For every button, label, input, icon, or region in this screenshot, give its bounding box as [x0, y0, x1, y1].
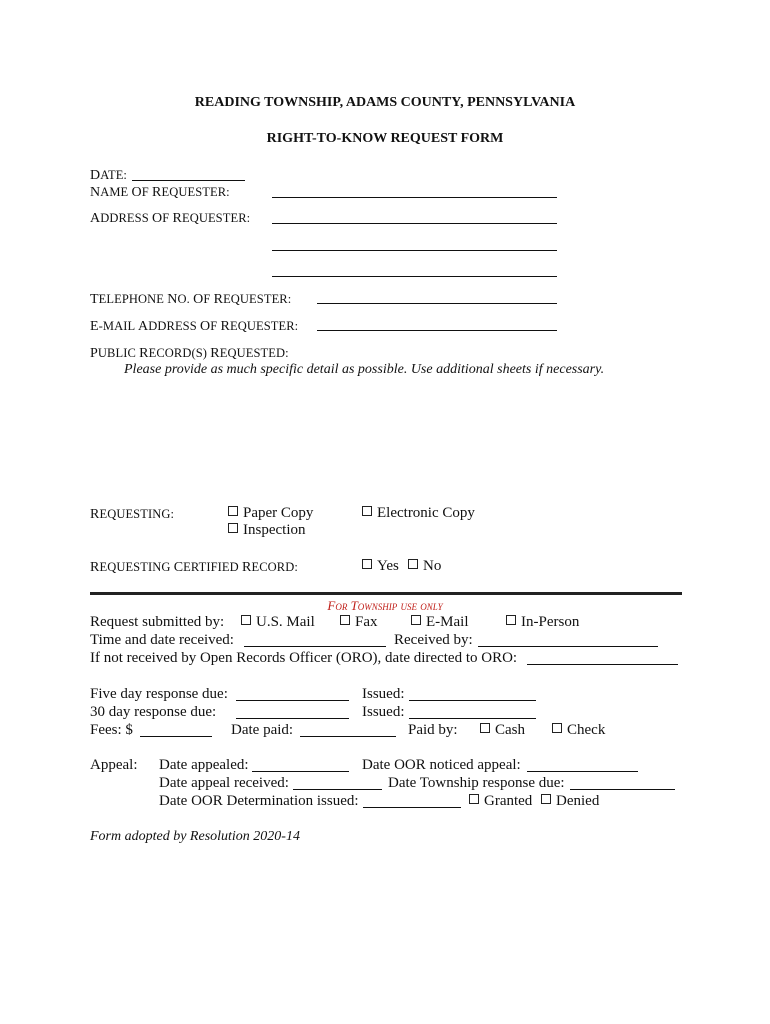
- check-label: Check: [567, 722, 606, 738]
- check-option[interactable]: [552, 722, 605, 739]
- requesting-label: REQUESTING:: [90, 507, 175, 522]
- telephone-field[interactable]: [317, 303, 557, 304]
- date-appealed-label: Date appealed:: [159, 757, 249, 773]
- checkbox-icon: [480, 723, 490, 733]
- inspection-label: Inspection: [243, 522, 306, 538]
- cash-option[interactable]: [480, 722, 525, 739]
- checkbox-icon: [411, 615, 421, 625]
- date-paid-label: Date paid:: [231, 722, 294, 738]
- thirty-day-field[interactable]: [236, 718, 349, 719]
- township-use-heading: For Township use only: [327, 598, 443, 613]
- date-paid-field[interactable]: [300, 736, 396, 737]
- checkbox-icon: [228, 523, 238, 533]
- denied-option[interactable]: [541, 793, 599, 810]
- section-divider: [90, 592, 682, 595]
- fees-label: Fees: $: [90, 722, 133, 738]
- fax-label: Fax: [355, 614, 378, 630]
- electronic-copy-option[interactable]: [362, 505, 475, 522]
- appeal-received-label: Date appeal received:: [159, 775, 289, 791]
- date-label: DATE:: [90, 168, 128, 183]
- issued-label: Issued:: [362, 686, 405, 702]
- granted-label: Granted: [484, 793, 533, 809]
- oor-determination-label: Date OOR Determination issued:: [159, 793, 359, 809]
- address-label: ADDRESS OF REQUESTER:: [90, 211, 251, 226]
- checkbox-icon: [506, 615, 516, 625]
- name-label: NAME OF REQUESTER:: [90, 185, 230, 200]
- checkbox-icon: [241, 615, 251, 625]
- checkbox-icon: [541, 794, 551, 804]
- telephone-label: TELEPHONE NO. OF REQUESTER:: [90, 292, 292, 307]
- five-day-field[interactable]: [236, 700, 349, 701]
- no-label: No: [423, 558, 442, 574]
- received-by-label: Received by:: [394, 632, 473, 648]
- time-date-received-field[interactable]: [244, 646, 386, 647]
- not-received-label: If not received by Open Records Officer (ORO), date directed to ORO:: [90, 650, 518, 666]
- checkbox-icon: [408, 559, 418, 569]
- inspection-option[interactable]: [228, 522, 305, 539]
- time-date-received-label: Time and date received:: [90, 632, 234, 648]
- certified-no-option[interactable]: [408, 558, 441, 575]
- oor-determination-field[interactable]: [363, 807, 461, 808]
- us-mail-option[interactable]: [241, 614, 315, 631]
- certified-yes-option[interactable]: [362, 558, 399, 575]
- five-day-label: Five day response due:: [90, 686, 228, 702]
- yes-label: Yes: [377, 558, 399, 574]
- address-field-2[interactable]: [272, 250, 557, 251]
- submitted-by-label: Request submitted by:: [90, 614, 225, 630]
- records-instruction: Please provide as much specific detail as possible. Use additional sheets if necessary.: [124, 362, 605, 377]
- thirty-day-label: 30 day response due:: [90, 704, 217, 720]
- form-subtitle: RIGHT-TO-KNOW REQUEST FORM: [266, 131, 504, 146]
- email-option[interactable]: [411, 614, 469, 631]
- denied-label: Denied: [556, 793, 600, 809]
- township-response-due-field[interactable]: [570, 789, 675, 790]
- email-option-label: E-Mail: [426, 614, 469, 630]
- checkbox-icon: [469, 794, 479, 804]
- issued2-label: Issued:: [362, 704, 405, 720]
- township-response-due-label: Date Township response due:: [388, 775, 565, 791]
- appeal-received-field[interactable]: [293, 789, 382, 790]
- date-appealed-field[interactable]: [252, 771, 349, 772]
- checkbox-icon: [228, 506, 238, 516]
- issued-field[interactable]: [409, 700, 536, 701]
- date-field[interactable]: [132, 180, 245, 181]
- paper-copy-label: Paper Copy: [243, 505, 314, 521]
- certified-label: REQUESTING CERTIFIED RECORD:: [90, 560, 298, 575]
- received-by-field[interactable]: [478, 646, 658, 647]
- adopted-note: Form adopted by Resolution 2020-14: [90, 829, 300, 844]
- email-label: E-MAIL ADDRESS OF REQUESTER:: [90, 319, 299, 334]
- checkbox-icon: [362, 559, 372, 569]
- oor-noticed-label: Date OOR noticed appeal:: [362, 757, 521, 773]
- paid-by-label: Paid by:: [408, 722, 458, 738]
- fax-option[interactable]: [340, 614, 378, 631]
- issued2-field[interactable]: [409, 718, 536, 719]
- cash-label: Cash: [495, 722, 525, 738]
- checkbox-icon: [340, 615, 350, 625]
- checkbox-icon: [362, 506, 372, 516]
- address-field-1[interactable]: [272, 223, 557, 224]
- appeal-label: Appeal:: [90, 757, 138, 773]
- in-person-label: In-Person: [521, 614, 580, 630]
- fees-field[interactable]: [140, 736, 212, 737]
- electronic-copy-label: Electronic Copy: [377, 505, 475, 521]
- form-title: READING TOWNSHIP, ADAMS COUNTY, PENNSYLVANIA: [194, 95, 576, 110]
- records-label: PUBLIC RECORD(S) REQUESTED:: [90, 346, 289, 361]
- us-mail-label: U.S. Mail: [256, 614, 315, 630]
- granted-option[interactable]: [469, 793, 532, 810]
- directed-to-oro-field[interactable]: [527, 664, 678, 665]
- email-field[interactable]: [317, 330, 557, 331]
- in-person-option[interactable]: [506, 614, 579, 631]
- address-field-3[interactable]: [272, 276, 557, 277]
- checkbox-icon: [552, 723, 562, 733]
- paper-copy-option[interactable]: [228, 505, 313, 522]
- name-field[interactable]: [272, 197, 557, 198]
- oor-noticed-field[interactable]: [527, 771, 638, 772]
